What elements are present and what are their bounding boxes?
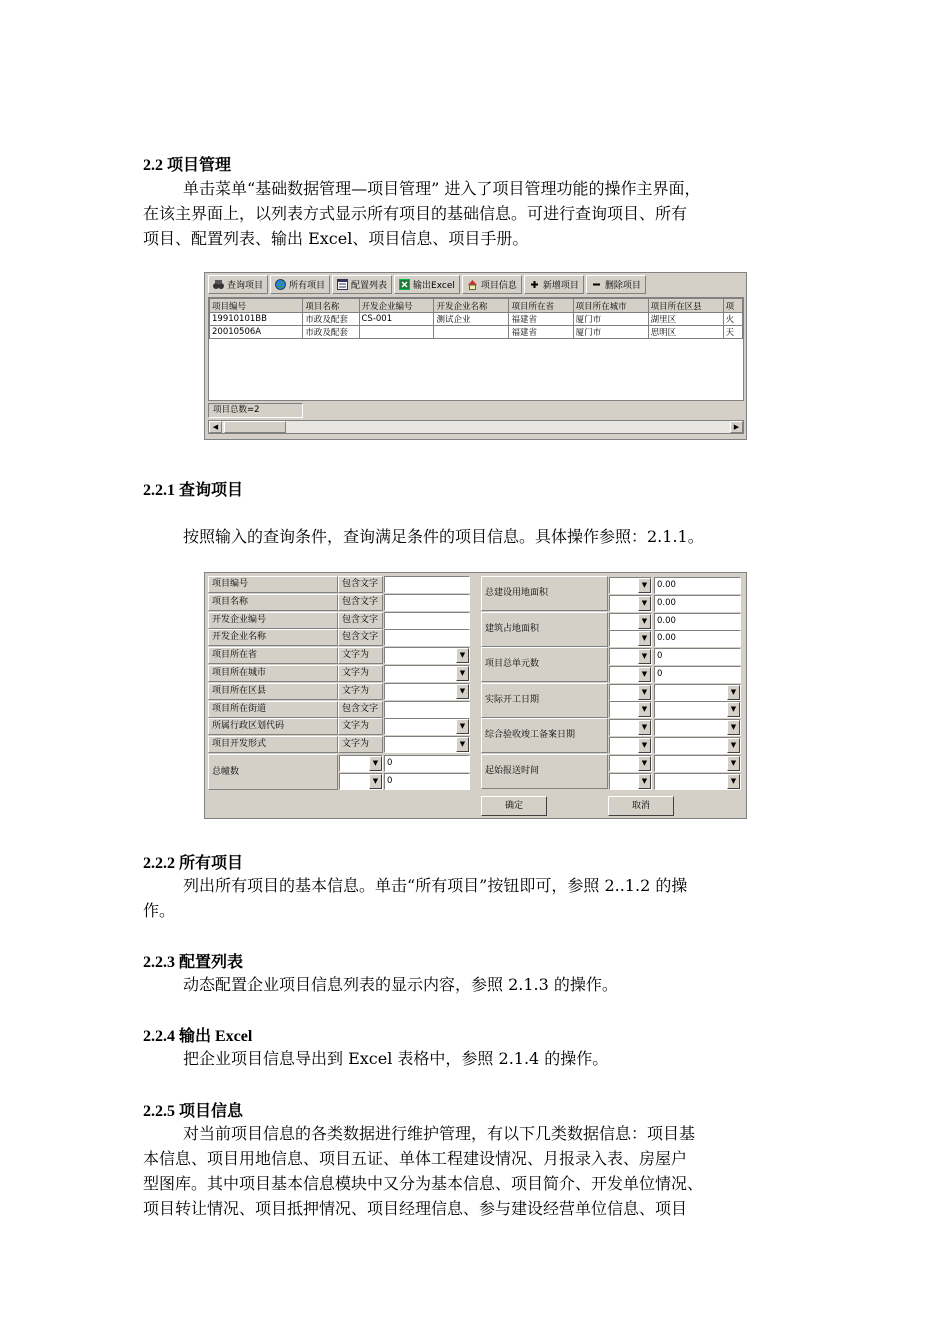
field-label: 项目所在城市 — [208, 665, 338, 682]
value-select[interactable] — [384, 718, 470, 735]
section-2-2-4-paragraph: 把企业项目信息导出到 Excel 表格中，参照 2.1.4 的操作。 — [183, 1049, 609, 1068]
date-select[interactable] — [654, 755, 741, 772]
operator-select[interactable] — [609, 719, 652, 736]
value-input[interactable]: 0.00 — [654, 630, 741, 647]
project-grid[interactable] — [208, 297, 744, 401]
field-label: 项目开发形式 — [208, 736, 338, 753]
add-project-button[interactable]: 新增项目 — [524, 275, 584, 294]
dropdown-arrow-icon[interactable]: ▼ — [456, 719, 469, 734]
globe-icon — [275, 279, 286, 290]
field-label: 总建设用地面积 — [481, 576, 608, 611]
minus-icon — [591, 279, 602, 290]
section-2-2-1-title: 2.2.1 查询项目 — [143, 482, 244, 499]
operator-select[interactable] — [339, 755, 383, 772]
operator-select[interactable] — [609, 666, 652, 683]
ok-button[interactable]: 确定 — [481, 796, 547, 816]
dropdown-arrow-icon[interactable]: ▼ — [638, 649, 651, 664]
dropdown-arrow-icon[interactable]: ▼ — [638, 631, 651, 646]
export-excel-button[interactable]: 输出Excel — [394, 275, 460, 294]
value-input[interactable] — [384, 701, 470, 718]
operator-select[interactable] — [609, 630, 652, 647]
dropdown-arrow-icon[interactable]: ▼ — [638, 720, 651, 735]
field-label: 项目名称 — [208, 594, 338, 611]
date-select[interactable] — [654, 684, 741, 701]
section-2-2-paragraph — [143, 176, 823, 251]
value-select[interactable] — [384, 647, 470, 664]
column-header[interactable]: 项目名称 — [303, 299, 359, 313]
value-input[interactable]: 0.00 — [654, 595, 741, 612]
field-label: 项目所在区县 — [208, 683, 338, 700]
value-input[interactable]: 0 — [654, 666, 741, 683]
paragraph-line: 在该主界面上，以列表方式显示所有项目的基础信息。可进行查询项目、所有 — [143, 204, 688, 223]
query-form — [204, 572, 747, 819]
date-select[interactable] — [654, 773, 741, 790]
dropdown-arrow-icon[interactable]: ▼ — [638, 685, 651, 700]
field-label: 实际开工日期 — [481, 683, 608, 718]
value-input[interactable]: 0.00 — [654, 577, 741, 594]
field-label: 项目总单元数 — [481, 647, 608, 682]
field-label: 项目编号 — [208, 576, 338, 593]
dropdown-arrow-icon[interactable]: ▼ — [638, 614, 651, 629]
dropdown-arrow-icon[interactable]: ▼ — [638, 578, 651, 593]
dropdown-arrow-icon[interactable]: ▼ — [456, 737, 469, 752]
field-label: 项目所在省 — [208, 647, 338, 664]
value-input[interactable]: 0 — [654, 648, 741, 665]
operator-select[interactable] — [609, 755, 652, 772]
section-2-2-2-title: 2.2.2 所有项目 — [143, 855, 244, 872]
field-label: 项目所在街道 — [208, 701, 338, 718]
date-select[interactable] — [654, 701, 741, 718]
section-2-2-3-title: 2.2.3 配置列表 — [143, 954, 244, 971]
value-select[interactable] — [384, 665, 470, 682]
house-icon — [467, 279, 478, 290]
section-2-2-5-title: 2.2.5 项目信息 — [143, 1103, 244, 1120]
scroll-left-icon[interactable]: ◀ — [209, 421, 222, 433]
operator-select[interactable] — [609, 595, 652, 612]
table-row[interactable]: 20010506A 市政及配套 福建省 厦门市 思明区 天 — [210, 326, 743, 339]
field-label: 起始报送时间 — [481, 754, 608, 789]
grid-header-row — [210, 299, 743, 313]
operator-select[interactable] — [339, 773, 383, 790]
all-projects-button[interactable]: 所有项目 — [270, 275, 330, 294]
field-label: 所属行政区划代码 — [208, 718, 338, 735]
operator-label: 文字为 — [338, 665, 383, 682]
field-label: 建筑占地面积 — [481, 612, 608, 647]
operator-label: 文字为 — [338, 647, 383, 664]
column-header[interactable]: 项目所在区县 — [648, 299, 723, 313]
dropdown-arrow-icon[interactable]: ▼ — [456, 684, 469, 699]
value-input[interactable]: 0 — [384, 773, 470, 790]
dropdown-arrow-icon[interactable]: ▼ — [638, 756, 651, 771]
value-select[interactable] — [384, 683, 470, 700]
operator-select[interactable] — [609, 701, 652, 718]
dropdown-arrow-icon[interactable]: ▼ — [727, 720, 740, 735]
project-list-window — [204, 272, 747, 440]
operator-label: 文字为 — [338, 718, 383, 735]
column-header[interactable]: 项目编号 — [210, 299, 303, 313]
column-header[interactable]: 项目所在省 — [509, 299, 573, 313]
paragraph-line: 项目、配置列表、输出 Excel、项目信息、项目手册。 — [143, 229, 529, 248]
operator-select[interactable] — [609, 737, 652, 754]
table-row[interactable]: 19910101BB 市政及配套 CS-001 测试企业 福建省 厦门市 湖里区 火 — [210, 313, 743, 326]
dropdown-arrow-icon[interactable]: ▼ — [638, 667, 651, 682]
dropdown-arrow-icon[interactable]: ▼ — [456, 648, 469, 663]
value-input[interactable] — [384, 612, 470, 629]
section-2-2-2-paragraph: 列出所有项目的基本信息。单击“所有项目”按钮即可，参照 2..1.2 的操 作。 — [143, 876, 688, 920]
column-header[interactable]: 项 — [723, 299, 742, 313]
section-2-2-5-paragraph: 对当前项目信息的各类数据进行维护管理，有以下几类数据信息：项目基 本信息、项目用地信息、项目五证、单体工程建设情况、月报录入表、房屋户 型图库。其中项目基本信息模块中又分为基本信息、项目简介、开发单位情况、 项目转让情况、项目抵押情况、项目经理信息、参与建设经营单位信息、项目 — [143, 1124, 704, 1218]
operator-select[interactable] — [609, 613, 652, 630]
field-label: 开发企业编号 — [208, 612, 338, 629]
operator-label: 包含文字 — [338, 629, 383, 646]
column-header[interactable]: 项目所在城市 — [573, 299, 648, 313]
operator-label: 包含文字 — [338, 576, 383, 593]
operator-select[interactable] — [609, 648, 652, 665]
operator-label: 文字为 — [338, 736, 383, 753]
section-2-2-1-paragraph: 按照输入的查询条件，查询满足条件的项目信息。具体操作参照：2.1.1。 — [183, 527, 704, 546]
binoculars-icon — [213, 279, 224, 290]
config-list-button[interactable]: 配置列表 — [332, 275, 392, 294]
section-2-2-title: 2.2 项目管理 — [143, 157, 232, 174]
value-select[interactable] — [384, 736, 470, 753]
dropdown-arrow-icon[interactable]: ▼ — [638, 774, 651, 789]
status-count: 项目总数=2 — [208, 403, 303, 418]
operator-select[interactable] — [609, 684, 652, 701]
dropdown-arrow-icon[interactable]: ▼ — [727, 738, 740, 753]
operator-select[interactable] — [609, 773, 652, 790]
column-header[interactable]: 开发企业名称 — [434, 299, 509, 313]
operator-select[interactable] — [609, 577, 652, 594]
field-label: 总幢数 — [208, 754, 338, 790]
dropdown-arrow-icon[interactable]: ▼ — [369, 774, 382, 789]
dropdown-arrow-icon[interactable]: ▼ — [727, 702, 740, 717]
value-input[interactable]: 0.00 — [654, 613, 741, 630]
operator-label: 包含文字 — [338, 594, 383, 611]
dropdown-arrow-icon[interactable]: ▼ — [638, 702, 651, 717]
field-label: 综合验收竣工备案日期 — [481, 718, 608, 753]
excel-icon — [399, 279, 410, 290]
date-select[interactable] — [654, 719, 741, 736]
operator-label: 包含文字 — [338, 612, 383, 629]
cancel-button[interactable]: 取消 — [608, 796, 674, 816]
section-2-2-4-title: 2.2.4 输出 Excel — [143, 1028, 253, 1045]
date-select[interactable] — [654, 737, 741, 754]
value-input[interactable] — [384, 576, 470, 593]
field-label: 开发企业名称 — [208, 629, 338, 646]
dropdown-arrow-icon[interactable]: ▼ — [727, 756, 740, 771]
column-header[interactable]: 开发企业编号 — [359, 299, 434, 313]
operator-label: 包含文字 — [338, 701, 383, 718]
dropdown-arrow-icon[interactable]: ▼ — [727, 685, 740, 700]
value-input[interactable]: 0 — [384, 755, 470, 772]
operator-label: 文字为 — [338, 683, 383, 700]
scroll-thumb[interactable] — [224, 421, 286, 433]
dropdown-arrow-icon[interactable]: ▼ — [727, 774, 740, 789]
scroll-right-icon[interactable]: ▶ — [730, 421, 743, 433]
dropdown-arrow-icon[interactable]: ▼ — [638, 738, 651, 753]
query-project-button[interactable]: 查询项目 — [208, 275, 268, 294]
delete-project-button[interactable]: 删除项目 — [586, 275, 646, 294]
project-info-button[interactable]: 项目信息 — [462, 275, 522, 294]
value-input[interactable] — [384, 594, 470, 611]
dropdown-arrow-icon[interactable]: ▼ — [456, 666, 469, 681]
horizontal-scrollbar[interactable] — [208, 420, 744, 434]
paragraph-line: 单击菜单“基础数据管理—项目管理” 进入了项目管理功能的操作主界面， — [183, 179, 701, 198]
section-2-2-3-paragraph: 动态配置企业项目信息列表的显示内容，参照 2.1.3 的操作。 — [183, 975, 618, 994]
dropdown-arrow-icon[interactable]: ▼ — [369, 756, 382, 771]
value-input[interactable] — [384, 629, 470, 646]
list-config-icon — [337, 279, 348, 290]
dropdown-arrow-icon[interactable]: ▼ — [638, 596, 651, 611]
toolbar — [208, 275, 646, 295]
plus-icon — [529, 279, 540, 290]
